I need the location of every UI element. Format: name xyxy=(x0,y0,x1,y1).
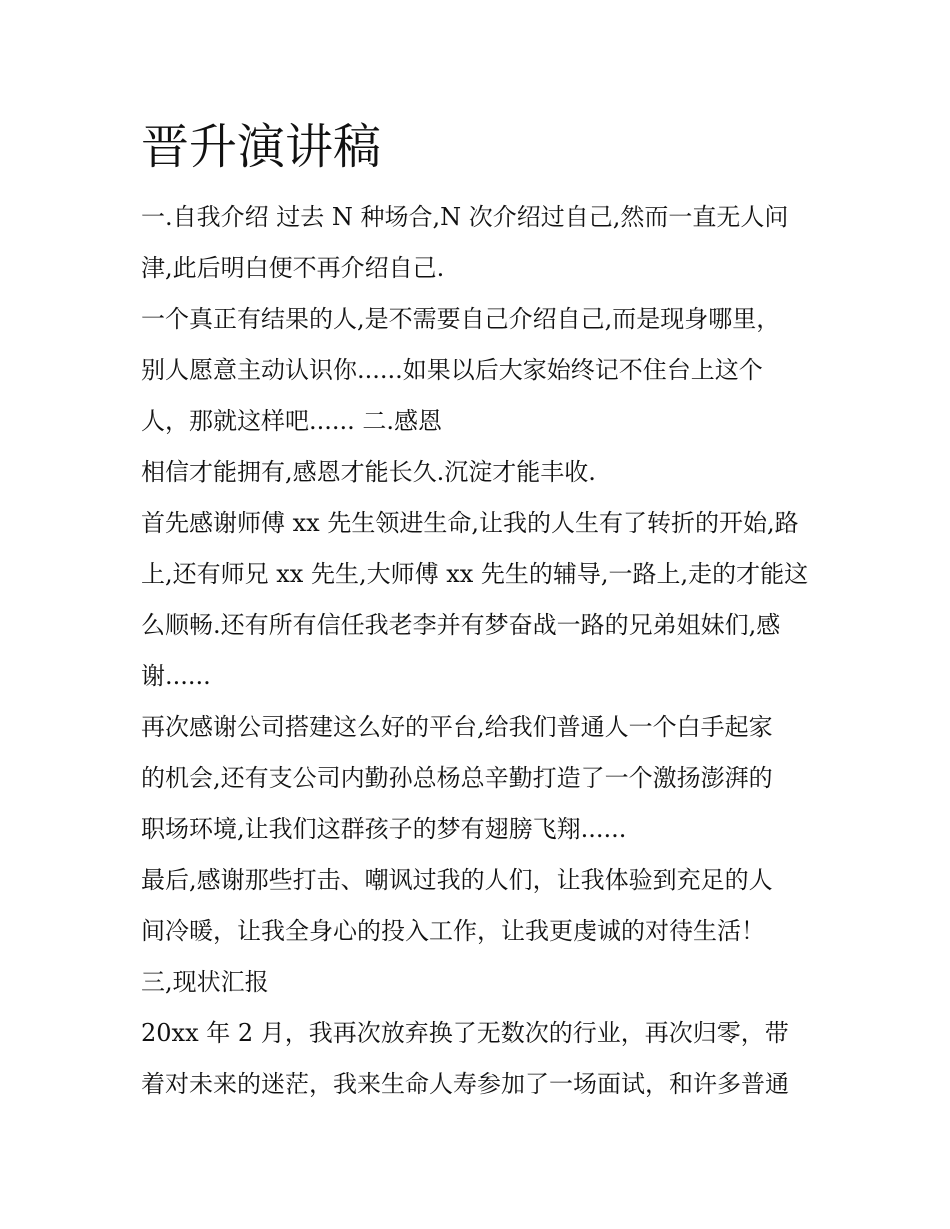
document-line-10: 谢...... xyxy=(141,662,211,690)
document-line-14: 最后,感谢那些打击、嘲讽过我的人们，让我体验到充足的人 xyxy=(141,866,773,894)
document-line-9: 么顺畅.还有所有信任我老李并有梦奋战一路的兄弟姐妹们,感 xyxy=(141,611,781,639)
document-line-13: 职场环境,让我们这群孩子的梦有翅膀飞翔...... xyxy=(141,815,627,843)
document-line-1: 一.自我介绍 过去 N 种场合,N 次介绍过自己,然而一直无人问 xyxy=(141,203,789,231)
document-line-5: 人，那就这样吧...... 二.感恩 xyxy=(141,407,443,435)
document-line-12: 的机会,还有支公司内勤孙总杨总辛勤打造了一个激扬澎湃的 xyxy=(141,764,773,792)
document-line-15: 间冷暖，让我全身心的投入工作，让我更虔诚的对待生活！ xyxy=(141,917,765,945)
document-line-3: 一个真正有结果的人,是不需要自己介绍自己,而是现身哪里， xyxy=(141,305,781,333)
document-line-6: 相信才能拥有,感恩才能长久.沉淀才能丰收. xyxy=(141,458,596,486)
document-line-4: 别人愿意主动认识你......如果以后大家始终记不住台上这个 xyxy=(141,356,763,384)
document-body xyxy=(141,192,821,1110)
document-title: 晋升演讲稿 xyxy=(141,119,382,175)
document-line-2: 津,此后明白便不再介绍自己. xyxy=(141,254,445,282)
document-line-8: 上,还有师兄 xx 先生,大师傅 xx 先生的辅导,一路上,走的才能这 xyxy=(141,560,809,588)
document-line-7: 首先感谢师傅 xx 先生领进生命,让我的人生有了转折的开始,路 xyxy=(141,509,799,537)
document-line-16: 三,现状汇报 xyxy=(141,968,269,996)
document-line-17: 20xx 年 2 月，我再次放弃换了无数次的行业，再次归零，带 xyxy=(141,1019,789,1047)
document-line-11: 再次感谢公司搭建这么好的平台,给我们普通人一个白手起家 xyxy=(141,713,773,741)
document-line-18: 着对未来的迷茫，我来生命人寿参加了一场面试，和许多普通 xyxy=(141,1070,789,1098)
